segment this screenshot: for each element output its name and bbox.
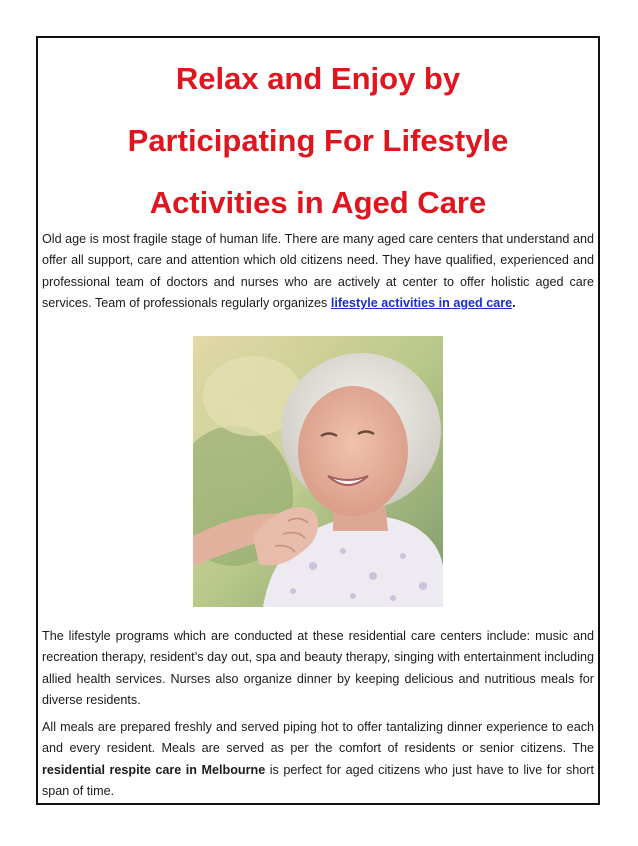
page-title (40, 48, 596, 234)
intro-end: . (512, 296, 516, 311)
respite-care-bold: residential respite care in Melbourne (42, 762, 266, 777)
meals-end: is perfect for aged citizens who just have to live for short span of time. (42, 762, 594, 799)
elderly-woman-photo (193, 336, 443, 607)
title-line-2: Participating For Lifestyle (127, 123, 509, 158)
title-line-3: Activities in Aged Care (149, 185, 487, 220)
lifestyle-activities-link[interactable]: lifestyle activities in aged care (330, 296, 513, 311)
title-line-1: Relax and Enjoy by (175, 61, 461, 96)
meals-paragraph (42, 717, 594, 803)
intro-paragraph (42, 229, 594, 315)
lifestyle-programs-paragraph: The lifestyle programs which are conducted at these residential care centers include: music and recreation therapy, resident’s day out, spa and beauty therapy, singing with entertainment including allied health services. Nurses also organize dinner by keeping delicious and nutritious meals for diverse residents. (42, 629, 594, 708)
intro-text: Old age is most fragile stage of human life. There are many aged care centers that understand and offer all support, care and attention which old citizens need. They have qualified, experienced and professional team of doctors and nurses who are actively at center to offer holistic aged care services. Team of professionals regularly organizes (42, 232, 594, 311)
meals-text: All meals are prepared freshly and served piping hot to offer tantalizing dinner experience to each and every resident. Meals are served as per the comfort of residents or senior citizens. The (42, 720, 594, 756)
photo-illustration (193, 336, 443, 607)
